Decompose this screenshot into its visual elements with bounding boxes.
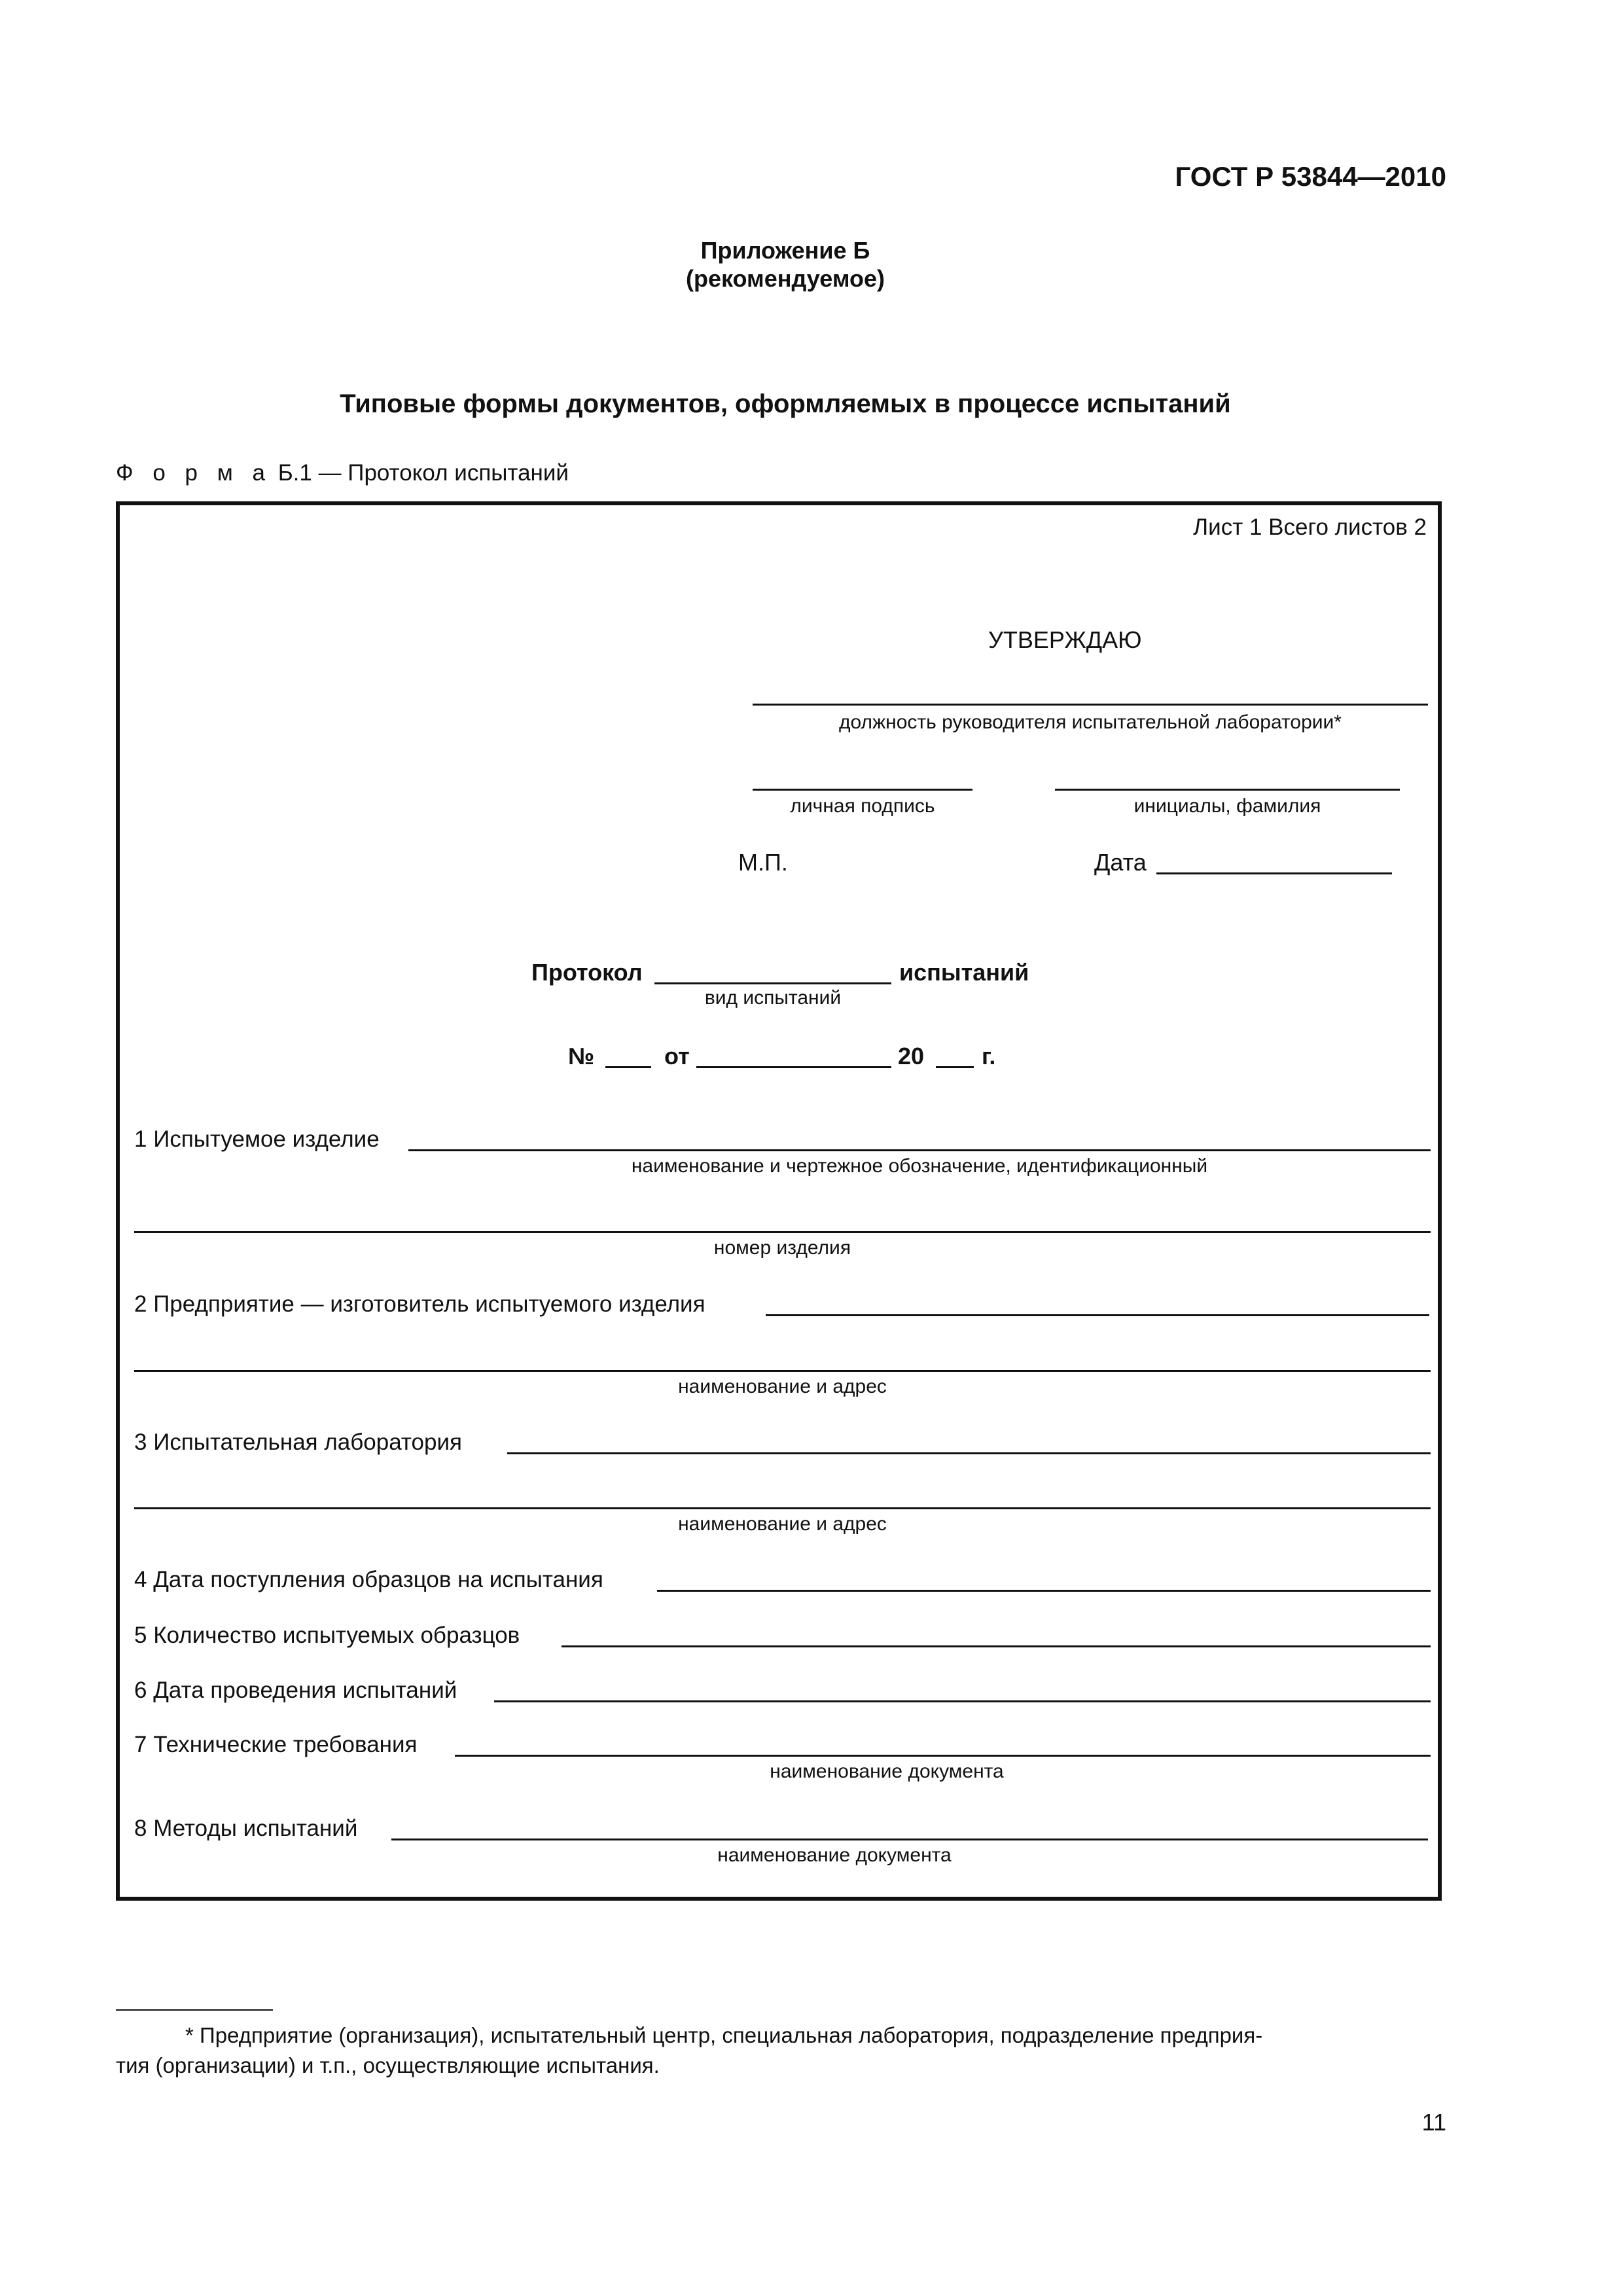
footnote-line-1: * Предприятие (организация), испытательный центр, специальная лаборатория, подразделение предприя-: [185, 2023, 1263, 2047]
form-caption: [116, 460, 569, 486]
item-3-field-2[interactable]: [134, 1507, 1431, 1509]
item-1-label: 1 Испытуемое изделие: [134, 1126, 380, 1152]
year-suffix: г.: [982, 1043, 996, 1069]
standard-number: ГОСТ Р 53844—2010: [1175, 161, 1446, 192]
position-caption: должность руководителя испытательной лаборатории*: [839, 711, 1342, 733]
item-7-field[interactable]: [455, 1755, 1431, 1757]
item-6-field[interactable]: [494, 1700, 1431, 1702]
item-8-caption: наименование документа: [717, 1844, 952, 1866]
tests-word: испытаний: [899, 959, 1029, 986]
test-type-field[interactable]: [654, 982, 891, 984]
number-sign: №: [568, 1043, 595, 1069]
signature-field[interactable]: [753, 789, 972, 791]
page-number: 11: [1421, 2109, 1446, 2136]
item-4-label: 4 Дата поступления образцов на испытания: [134, 1567, 603, 1592]
item-5-label: 5 Количество испытуемых образцов: [134, 1623, 520, 1648]
item-3-caption: наименование и адрес: [678, 1513, 887, 1535]
from-word: от: [664, 1043, 690, 1069]
footnote-rule: [116, 2009, 273, 2011]
item-6-label: 6 Дата проведения испытаний: [134, 1677, 457, 1703]
approve-label: УТВЕРЖДАЮ: [988, 626, 1142, 653]
item-1-field[interactable]: [408, 1149, 1431, 1151]
item-2-field[interactable]: [766, 1314, 1429, 1316]
date-label: Дата: [1094, 849, 1147, 876]
protocol-year-field[interactable]: [936, 1066, 974, 1068]
approve-date-field[interactable]: [1156, 872, 1392, 874]
footnote-line-2: тия (организации) и т.п., осуществляющие испытания.: [116, 2053, 660, 2077]
name-field[interactable]: [1055, 789, 1400, 791]
name-caption: инициалы, фамилия: [1133, 795, 1321, 817]
item-3-label: 3 Испытательная лаборатория: [134, 1429, 462, 1455]
item-2-label: 2 Предприятие — изготовитель испытуемого изделия: [134, 1291, 705, 1317]
test-type-caption: вид испытаний: [704, 987, 842, 1009]
item-1-field-2[interactable]: [134, 1231, 1431, 1233]
stamp-label: М.П.: [738, 849, 788, 876]
item-3-field[interactable]: [507, 1452, 1431, 1454]
item-5-field[interactable]: [562, 1645, 1431, 1647]
signature-caption: личная подпись: [790, 795, 935, 817]
item-8-label: 8 Методы испытаний: [134, 1816, 358, 1841]
item-1-caption: наименование и чертежное обозначение, идентификационный: [631, 1155, 1208, 1177]
protocol-number-field[interactable]: [605, 1066, 651, 1068]
year-prefix: 20: [898, 1043, 925, 1069]
item-2-field-2[interactable]: [134, 1370, 1431, 1372]
item-7-label: 7 Технические требования: [134, 1732, 418, 1757]
protocol-word: Протокол: [531, 959, 643, 986]
document-title: Типовые формы документов, оформляемых в процессе испытаний: [340, 389, 1231, 418]
appendix-title: Приложение Б: [700, 237, 870, 264]
sheet-count: Лист 1 Всего листов 2: [1193, 514, 1427, 540]
form-caption-rest: Б.1 — Протокол испытаний: [271, 460, 569, 486]
form-caption-prefix: Ф о р м а: [116, 460, 272, 486]
item-8-field[interactable]: [391, 1839, 1428, 1840]
protocol-date-field[interactable]: [696, 1066, 891, 1068]
item-2-caption: наименование и адрес: [678, 1376, 887, 1397]
item-1-caption-2: номер изделия: [713, 1237, 851, 1259]
item-7-caption: наименование документа: [770, 1761, 1004, 1782]
item-4-field[interactable]: [657, 1590, 1431, 1592]
position-field[interactable]: [753, 704, 1428, 706]
appendix-status: (рекомендуемое): [686, 265, 885, 292]
